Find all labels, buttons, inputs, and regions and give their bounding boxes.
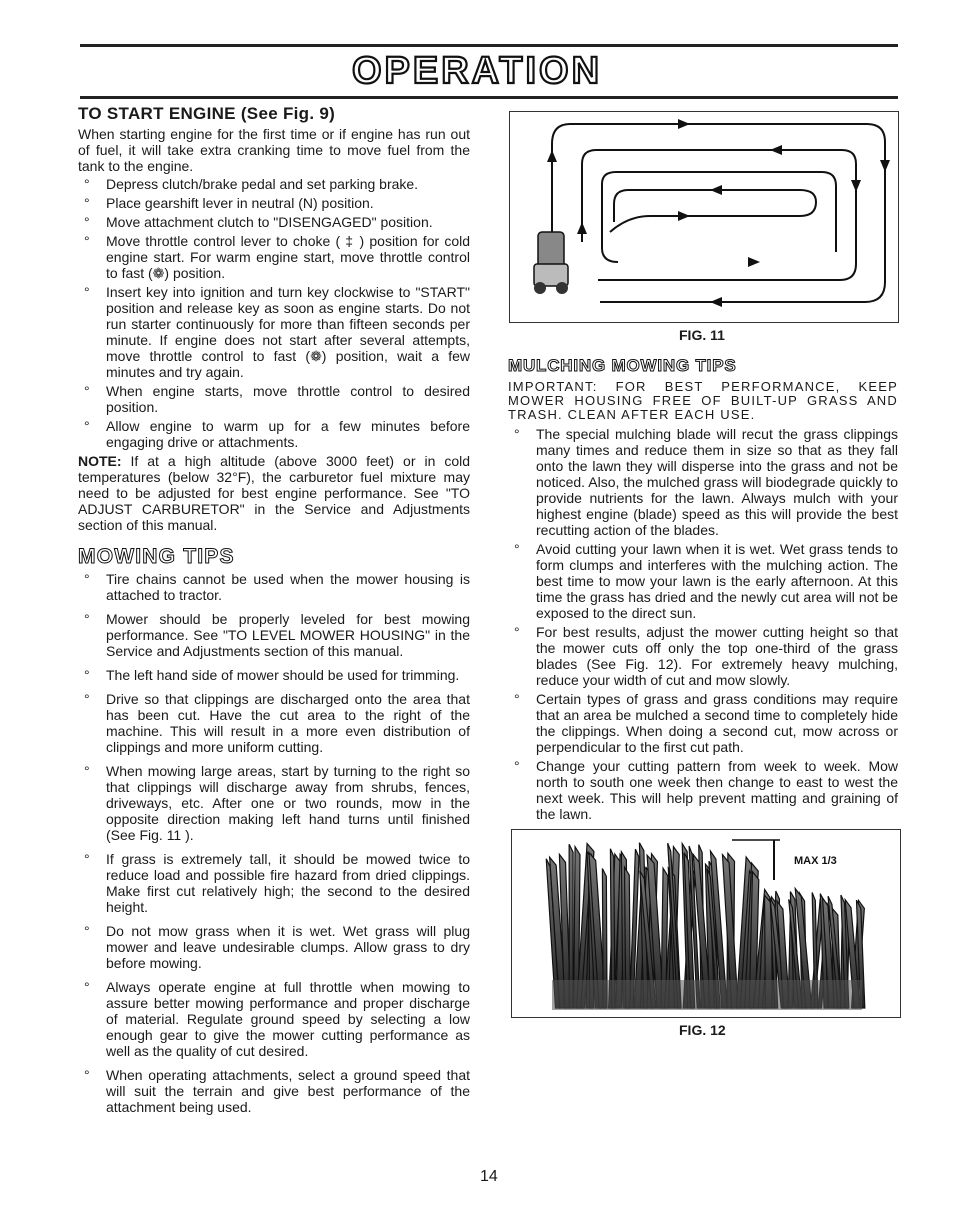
list-item: ° If grass is extremely tall, it should be mowed twice to reduce load and possible fire hazard from dried clippings. Make first cut relatively high; the second to the desired height. xyxy=(78,851,470,915)
list-item: ° The left hand side of mower should be used for trimming. xyxy=(78,667,470,683)
list-item: ° The special mulching blade will recut the grass clippings many times and reduce them in size so that as they fall onto the lawn they will disperse into the grass and not be noticed. Also, the mulched grass will biodegrade quickly to provide nutrients for the lawn. Always mulch with your highest engine (blade) speed as this will provide the best recutting action of the blades. xyxy=(508,426,898,538)
mulching-heading: MULCHING MOWING TIPS xyxy=(508,356,737,375)
mulching-important: IMPORTANT: FOR BEST PERFORMANCE, KEEP MOWER HOUSING FREE OF BUILT-UP GRASS AND TRASH. CLEAN AFTER EACH USE. xyxy=(508,379,898,422)
list-item: ° Depress clutch/brake pedal and set parking brake. xyxy=(78,176,470,192)
list-item: ° Certain types of grass and grass conditions may require that an area be mulched a second time to completely hide the clippings. When doing a second cut, mow across or perpendicular to the first cut path. xyxy=(508,691,898,755)
list-item: ° When operating attachments, select a ground speed that will suit the terrain and give best performance of the attachment being used. xyxy=(78,1067,470,1115)
page-title: OPERATION xyxy=(351,50,603,92)
max-label: MAX 1/3 xyxy=(794,855,837,867)
left-column xyxy=(78,106,470,1123)
list-item: ° Avoid cutting your lawn when it is wet. Wet grass tends to form clumps and interferes with the mulching action. The best time to mow your lawn is the early afternoon. At this time the grass has dried and the newly cut area will not be exposed to the direct sun. xyxy=(508,541,898,621)
altitude-note xyxy=(78,453,470,533)
list-item: ° When mowing large areas, start by turning to the right so that clippings will discharge away from shrubs, fences, driveways, etc. After one or two rounds, mow in the opposite direction making left hand turns until finished (See Fig. 11 ). xyxy=(78,763,470,843)
fig11-caption: FIG. 11 xyxy=(679,327,725,343)
list-item: ° Do not mow grass when it is wet. Wet grass will plug mower and leave undesirable clumps. Allow grass to dry before mowing. xyxy=(78,923,470,971)
mowing-tips-heading: MOWING TIPS xyxy=(78,545,235,568)
start-engine-steps xyxy=(78,176,470,450)
list-item: ° Place gearshift lever in neutral (N) position. xyxy=(78,195,470,211)
note-text: If at a high altitude (above 3000 feet) or in cold temperatures (below 32°F), the carburetor fuel mixture may need to be adjusted for best engine performance. See "TO ADJUST CARBURETOR" in the Service and Adjustments section of this manual. xyxy=(78,453,470,533)
list-item: ° Insert key into ignition and turn key clockwise to "START" position and release key as soon as engine starts. Do not run starter continuously for more than fifteen seconds per minute. If engine does not start after several attempts, move throttle control to fast (❁) position, wait a few minutes and try again. xyxy=(78,284,470,380)
list-item: ° Allow engine to warm up for a few minutes before engaging drive or attachments. xyxy=(78,418,470,450)
list-item: ° Tire chains cannot be used when the mower housing is attached to tractor. xyxy=(78,571,470,603)
mulching-tips-list xyxy=(508,426,898,822)
list-item: ° Move throttle control lever to choke ( ‡ ) position for cold engine start. For warm engine start, move throttle control to fast (❁) position. xyxy=(78,233,470,281)
page-number: 14 xyxy=(480,1168,498,1185)
mowing-tips-list xyxy=(78,571,470,1115)
mowing-pattern-illustration xyxy=(510,112,898,322)
list-item: ° Mower should be properly leveled for best mowing performance. See "TO LEVEL MOWER HOUSING" in the Service and Adjustments section of this manual. xyxy=(78,611,470,659)
start-engine-intro: When starting engine for the first time or if engine has run out of fuel, it will take extra cranking time to move fuel from the tank to the engine. xyxy=(78,126,470,174)
list-item: ° Change your cutting pattern from week to week. Mow north to south one week then change to east to west the next week. This will help prevent matting and graining of the lawn. xyxy=(508,758,898,822)
fig11-mowing-pattern xyxy=(509,111,899,323)
grass-blades-illustration xyxy=(512,830,900,1017)
tractor-icon xyxy=(534,232,568,294)
start-engine-heading: TO START ENGINE (See Fig. 9) xyxy=(78,104,336,123)
title-rule xyxy=(80,96,898,99)
list-item: ° Drive so that clippings are discharged onto the area that has been cut. Have the cut area to the right of the machine. This will result in a more even distribution of clippings and more uniform cutting. xyxy=(78,691,470,755)
list-item: ° For best results, adjust the mower cutting height so that the mower cuts off only the top one-third of the grass blades (See Fig. 12). For extremely heavy mulching, reduce your width of cut and mow slowly. xyxy=(508,624,898,688)
top-rule xyxy=(80,44,898,47)
list-item: ° Always operate engine at full throttle when mowing to assure better mowing performance and proper discharge of material. Regulate ground speed by selecting a low enough gear to give the mower cutting performance as well as the quality of cut desired. xyxy=(78,979,470,1059)
list-item: ° When engine starts, move throttle control to desired position. xyxy=(78,383,470,415)
note-label: NOTE: xyxy=(78,453,122,469)
fig12-grass-height xyxy=(511,829,901,1018)
fig12-caption: FIG. 12 xyxy=(679,1022,726,1038)
right-column xyxy=(508,358,898,825)
list-item: ° Move attachment clutch to "DISENGAGED" position. xyxy=(78,214,470,230)
